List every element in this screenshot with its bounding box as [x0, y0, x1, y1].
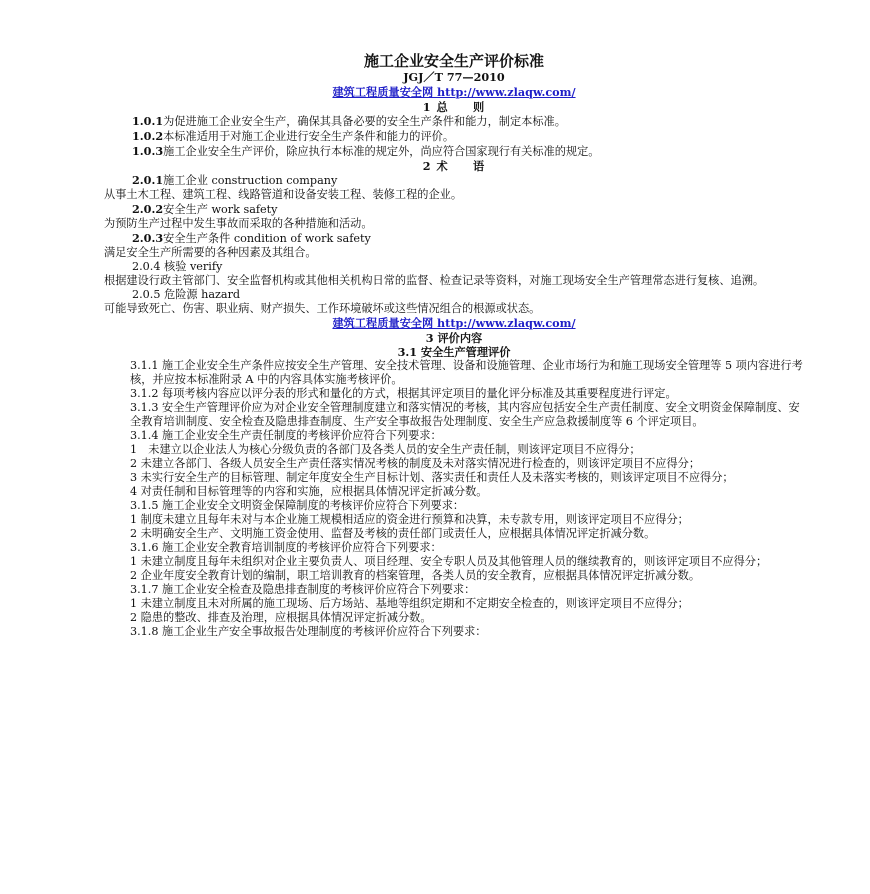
clause-1-0-2 [104, 129, 804, 144]
clause-3-1-7-item-2: 2 隐患的整改、排查及治理，应根据具体情况评定折减分数。 [130, 611, 432, 624]
clause-number: 1.0.2 [132, 129, 164, 143]
clause-number: 2.0.4 [132, 260, 161, 273]
clause-1-0-3 [104, 144, 804, 159]
document-title: 施工企业安全生产评价标准 [363, 52, 544, 70]
subsection-3-1-heading: 3.1 安全生产管理评价 [397, 345, 511, 359]
term-2-0-3 [104, 231, 804, 246]
term-2-0-4-definition: 根据建设行政主管部门、安全监督机构或其他相关机构日常的监督、检查记录等资料，对施工现场安全生产管理常态进行复核、追溯。 [104, 274, 765, 287]
document-page [104, 52, 804, 639]
clause-1-0-1 [104, 114, 804, 129]
term-2-0-1-definition: 从事土木工程、建筑工程、线路管道和设备安装工程、装修工程的企业。 [104, 188, 463, 201]
clause-3-1-4-item-1: 1 未建立以企业法人为核心分级负责的各部门及各类人员的安全生产责任制，则该评定项目不应得分； [130, 443, 641, 456]
term-2-0-2-definition: 为预防生产过程中发生事故而采取的各种措施和活动。 [104, 217, 373, 230]
term-text: 危险源 hazard [164, 288, 241, 301]
section-2-heading: 2 术 语 [422, 159, 486, 173]
clause-3-1-6-item-1: 1 未建立制度且每年未组织对企业主要负责人、项目经理、安全专职人员及其他管理人员的继续教育的，则该评定项目不应得分； [130, 555, 768, 568]
term-text: 施工企业 construction company [163, 174, 338, 187]
term-text: 安全生产 work safety [163, 203, 278, 216]
clause-3-1-5-item-2: 2 未明确安全生产、文明施工资金使用、监督及考核的责任部门或责任人，应根据具体情况评定折减分数。 [130, 527, 656, 540]
watermark-link-middle[interactable]: 建筑工程质量安全网 http://www.zlaqw.com/ [332, 316, 576, 330]
clause-number: 1.0.1 [132, 114, 164, 128]
clause-number: 2.0.2 [132, 202, 164, 216]
clause-3-1-6: 3.1.6 施工企业安全教育培训制度的考核评价应符合下列要求： [130, 541, 442, 554]
clause-3-1-4-item-4: 4 对责任制和目标管理等的内容和实施，应根据具体情况评定折减分数。 [130, 485, 488, 498]
term-text: 安全生产条件 condition of work safety [163, 232, 371, 245]
standard-code: JGJ／T 77—2010 [403, 70, 505, 84]
section-1-heading: 1 总 则 [422, 100, 486, 114]
term-2-0-5 [104, 288, 804, 302]
clause-number: 2.0.1 [132, 173, 164, 187]
term-2-0-4 [104, 260, 804, 274]
clause-3-1-2: 3.1.2 每项考核内容应以评分表的形式和量化的方式，根据其评定项目的量化评分标准及其重要程度进行评定。 [130, 387, 677, 400]
term-2-0-2 [104, 202, 804, 217]
term-2-0-5-definition: 可能导致死亡、伤害、职业病、财产损失、工作环境破坏或这些情况组合的根源或状态。 [104, 302, 541, 315]
clause-text: 施工企业安全生产评价，除应执行本标准的规定外，尚应符合国家现行有关标准的规定。 [163, 145, 600, 158]
clause-text: 为促进施工企业安全生产，确保其具备必要的安全生产条件和能力，制定本标准。 [163, 115, 566, 128]
clause-3-1-5-item-1: 1 制度未建立且每年未对与本企业施工规模相适应的资金进行预算和决算，未专款专用，则该评定项目不应得分； [130, 513, 689, 526]
clause-number: 2.0.3 [132, 231, 164, 245]
watermark-link-top[interactable]: 建筑工程质量安全网 http://www.zlaqw.com/ [332, 85, 576, 99]
clause-number: 1.0.3 [132, 144, 164, 158]
clause-text: 本标准适用于对施工企业进行安全生产条件和能力的评价。 [163, 130, 455, 143]
clause-3-1-1: 3.1.1 施工企业安全生产条件应按安全生产管理、安全技术管理、设备和设施管理、企业市场行为和施工现场安全管理等 5 项内容进行考核，并应按本标准附录 A 中的内容具体实施考核评价。 [130, 359, 803, 386]
section-3-heading: 3 评价内容 [425, 331, 483, 345]
clause-3-1-6-item-2: 2 企业年度安全教育计划的编制，职工培训教育的档案管理，各类人员的安全教育，应根据具体情况评定折减分数。 [130, 569, 701, 582]
clause-number: 2.0.5 [132, 288, 161, 301]
clause-3-1-5: 3.1.5 施工企业安全文明资金保障制度的考核评价应符合下列要求： [130, 499, 465, 512]
clause-3-1-4-item-2: 2 未建立各部门、各级人员安全生产责任落实情况考核的制度及未对落实情况进行检查的，则该评定项目不应得分； [130, 457, 701, 470]
term-2-0-1 [104, 173, 804, 188]
term-2-0-3-definition: 满足安全生产所需要的各种因素及其组合。 [104, 246, 317, 259]
clause-3-1-4-item-3: 3 未实行安全生产的目标管理、制定年度安全生产目标计划、落实责任和责任人及未落实考核的，则该评定项目不应得分； [130, 471, 734, 484]
clause-3-1-8: 3.1.8 施工企业生产安全事故报告处理制度的考核评价应符合下列要求： [130, 625, 487, 638]
clause-3-1-7: 3.1.7 施工企业安全检查及隐患排查制度的考核评价应符合下列要求： [130, 583, 476, 596]
clause-3-1-3: 3.1.3 安全生产管理评价应为对企业安全管理制度建立和落实情况的考核，其内容应包括安全生产责任制度、安全文明资金保障制度、安全教育培训制度、安全检查及隐患排查制度、生产安全事故报告处理制度、安全生产应急救援制度等 6 个评定项目。 [130, 401, 800, 428]
clause-3-1-4: 3.1.4 施工企业安全生产责任制度的考核评价应符合下列要求： [130, 429, 442, 442]
term-text: 核验 verify [164, 260, 223, 273]
clause-3-1-7-item-1: 1 未建立制度且未对所属的施工现场、后方场站、基地等组织定期和不定期安全检查的，则该评定项目不应得分； [130, 597, 689, 610]
